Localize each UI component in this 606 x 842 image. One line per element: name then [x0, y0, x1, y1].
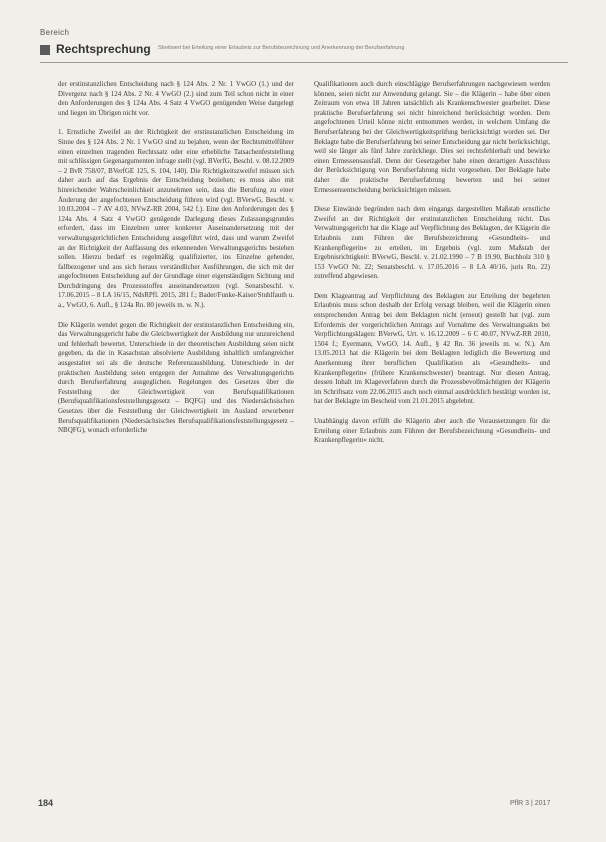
- right-paragraph-1: Qualifikationen auch durch einschlägige Berufserfahrungen nachgewiesen werden können, seien nicht zur Anwendung gelangt. Sie – die Klägerin – habe über einen Zeitraum von etwa 18 Jahren tatsächlich als Krankenschwester gearbeitet. Diese praktische Berufserfahrung sei nicht hinreichend berücksichtigt worden. Dem angefochtenen Urteil könne nicht entnommen werden, in welchem Umfang die Berufserfahrung bei der Gleichwertigkeitsprüfung berücksichtigt worden sei. Der Beklagte habe die Berufserfahrung bei seiner Entscheidung gar nicht berücksichtigt, weil sie länger als fünf Jahre zurückliege. Dies sei rechtsfehlerhaft und bewirke einen Ermessensausfall. Denn der Gesetzgeber habe einen derartigen Ausschluss der Berücksichtigung von Berufserfahrung nicht vorgesehen. Der Beklagte habe daher die praktische Berufserfahrung bewerten und bei seiner Ermessensentscheidung berücksichtigen müssen.: [314, 80, 550, 194]
- right-column: [314, 80, 550, 456]
- section-title: Rechtsprechung: [56, 42, 151, 56]
- right-paragraph-4: Unabhängig davon erfüllt die Klägerin aber auch die Voraussetzungen für die Erteilung einer Erlaubnis zum Führen der Berufsbezeichnung »Gesundheits- und Krankenpflegerin« nicht.: [314, 417, 550, 445]
- section-rubric: Bereich: [40, 28, 70, 37]
- left-paragraph-3: Die Klägerin wendet gegen die Richtigkeit der erstinstanzlichen Entscheidung ein, das Verwaltungsgericht habe die Gleichwertigkeit der Ausbildung nur unzureichend und fehlerhaft bewertet. Unterschiede in der theoretischen Ausbildung seien nicht gegeben, da die in Kasachstan absolvierte Ausbildung inhaltlich umfangreicher ausgestaltet sei als die deutsche Referenzausbildung. Unterschiede in der praktischen Ausbildung seien entgegen der Annahme des Verwaltungsgerichts durch Berufserfahrung ausgeglichen. Regelungen des Gesetzes über die Feststellung der Gleichwertigkeit von Berufsqualifikationen (Berufsqualifikationsfeststellungsgesetz – BQFG) und des Niedersächsischen Gesetzes über die Feststellung der Gleichwertigkeit im Ausland erworbener Berufsqualifikationen (Niedersächsisches Berufsqualifikationsfeststellungsgesetz – NBQFG), wonach erforderliche: [58, 320, 294, 435]
- right-paragraph-2: Diese Einwände begründen nach dem eingangs dargestellten Maßstab ernstliche Zweifel an der Richtigkeit der erstinstanzlichen Entscheidung nicht. Das Verwaltungsgericht hat die Klage auf Verpflichtung des Beklagten, der Klägerin die Erlaubnis zum Führen der Berufsbezeichnung »Gesundheits- und Krankenpflegerin« zu erteilen, im Ergebnis (vgl. zum Maßstab der Ergebnisrichtigkeit: BVerwG, Beschl. v. 21.02.1990 – 7 B 19.90, Buchholz 310 § 153 VwGO Nr. 22; Senatsbeschl. v. 17.05.2016 – 8 LA 40/16, juris Rn. 22) zutreffend abgewiesen.: [314, 205, 550, 281]
- header-marker-square: [40, 45, 50, 55]
- left-column: [58, 80, 294, 446]
- journal-reference: PflR 3 | 2017: [510, 800, 551, 807]
- left-paragraph-2: 1. Ernstliche Zweifel an der Richtigkeit der erstinstanzlichen Entscheidung im Sinne des § 124 Abs. 2 Nr. 1 VwGO sind zu bejahen, wenn der Rechtsmittelführer einen einzelnen tragenden Rechtssatz oder eine erhebliche Tatsachenfeststellung mit schlüssigen Gegenargumenten infrage stellt (vgl. BVerfG, Beschl. v. 08.12.2009 – 2 BvR 758/07, BVerfGE 125, S. 104, 140). Die Richtigkeitszweifel müssen sich daher auch auf das Ergebnis der Entscheidung beziehen; es muss also mit hinreichender Wahrscheinlichkeit anzunehmen sein, dass die Berufung zu einer Änderung der angefochtenen Entscheidung führen wird (vgl. BVerwG, Beschl. v. 10.03.2004 – 7 AV 4.03, NVwZ-RR 2004, 542 f.). Eine den Anforderungen des § 124a Abs. 4 Satz 4 VwGO genügende Darlegung dieses Zulassungsgrundes erfordert, dass im Einzelnen unter konkreter Auseinandersetzung mit der verwaltungsgerichtlichen Entscheidung ausgeführt wird, dass und warum Zweifel an der Richtigkeit der Auffassung des erkennenden Verwaltungsgerichts bestehen sollen. Hierzu bedarf es regelmäßig qualifizierter, ins Einzelne gehender, fallbezogener und aus sich heraus verständlicher Ausführungen, die sich mit der angefochtenen Entscheidung auf der Grundlage einer eigenständigen Sichtung und Durchdringung des Prozessstoffes auseinandersetzen (vgl. Senatsbeschl. v. 17.06.2015 – 8 LA 16/15, NdsRPfl. 2015, 281 f.; Bader/Funke-Kaiser/Stuhlfauth u. a., VwGO, 6. Aufl., § 124a Rn. 80 jeweils m. w. N.).: [58, 128, 294, 310]
- page-header: [40, 40, 568, 63]
- right-paragraph-3: Dem Klageantrag auf Verpflichtung des Beklagten zur Erteilung der begehrten Erlaubnis muss schon deshalb der Erfolg versagt bleiben, weil die Klägerin einen entsprechenden Antrag bei dem Beklagten nicht (erneut) gestellt hat (vgl. zum Erfordernis der vorgerichtlichen Antrags auf Vornahme des Verwaltungsakts bei Verpflichtungsklagen: BVerwG, Urt. v. 16.12.2009 – 6 C 40.07, NVwZ-RR 2010, 1504 f.; Eyermann, VwGO, 14. Aufl., § 42 Rn. 36 jeweils m. w. N.). Am 13.05.2013 hat die Klägerin bei dem Beklagten lediglich die Bewertung und Anerkennung ihrer beruflichen Qualifikation als »Gesundheits- und Krankenpflegerin« (frühere Krankenschwester) beantragt. Nur diesen Antrag, dessen Inhalt im Klageverfahren durch die Prozessbevollmächtigten der Klägerin im Schriftsatz vom 22.06.2015 auch noch einmal ausdrücklich bestätigt worden ist, hat der Beklagte im Bescheid vom 21.01.2015 abgelehnt.: [314, 291, 550, 406]
- left-paragraph-1: der erstinstanzlichen Entscheidung nach § 124 Abs. 2 Nr. 1 VwGO (1.) und der Divergenz nach § 124 Abs. 2 Nr. 4 VwGO (2.) sind zum Teil schon nicht in einer den Anforderungen des § 124a Abs. 4 Satz 4 VwGO genügenden Weise dargelegt und liegen im Übrigen nicht vor.: [58, 80, 294, 117]
- page-number: 184: [38, 798, 54, 808]
- article-subtitle: Streitwert bei Erteilung einer Erlaubnis zur Berufsbezeichnung und Anerkennung der Berufserfahrung: [158, 45, 405, 51]
